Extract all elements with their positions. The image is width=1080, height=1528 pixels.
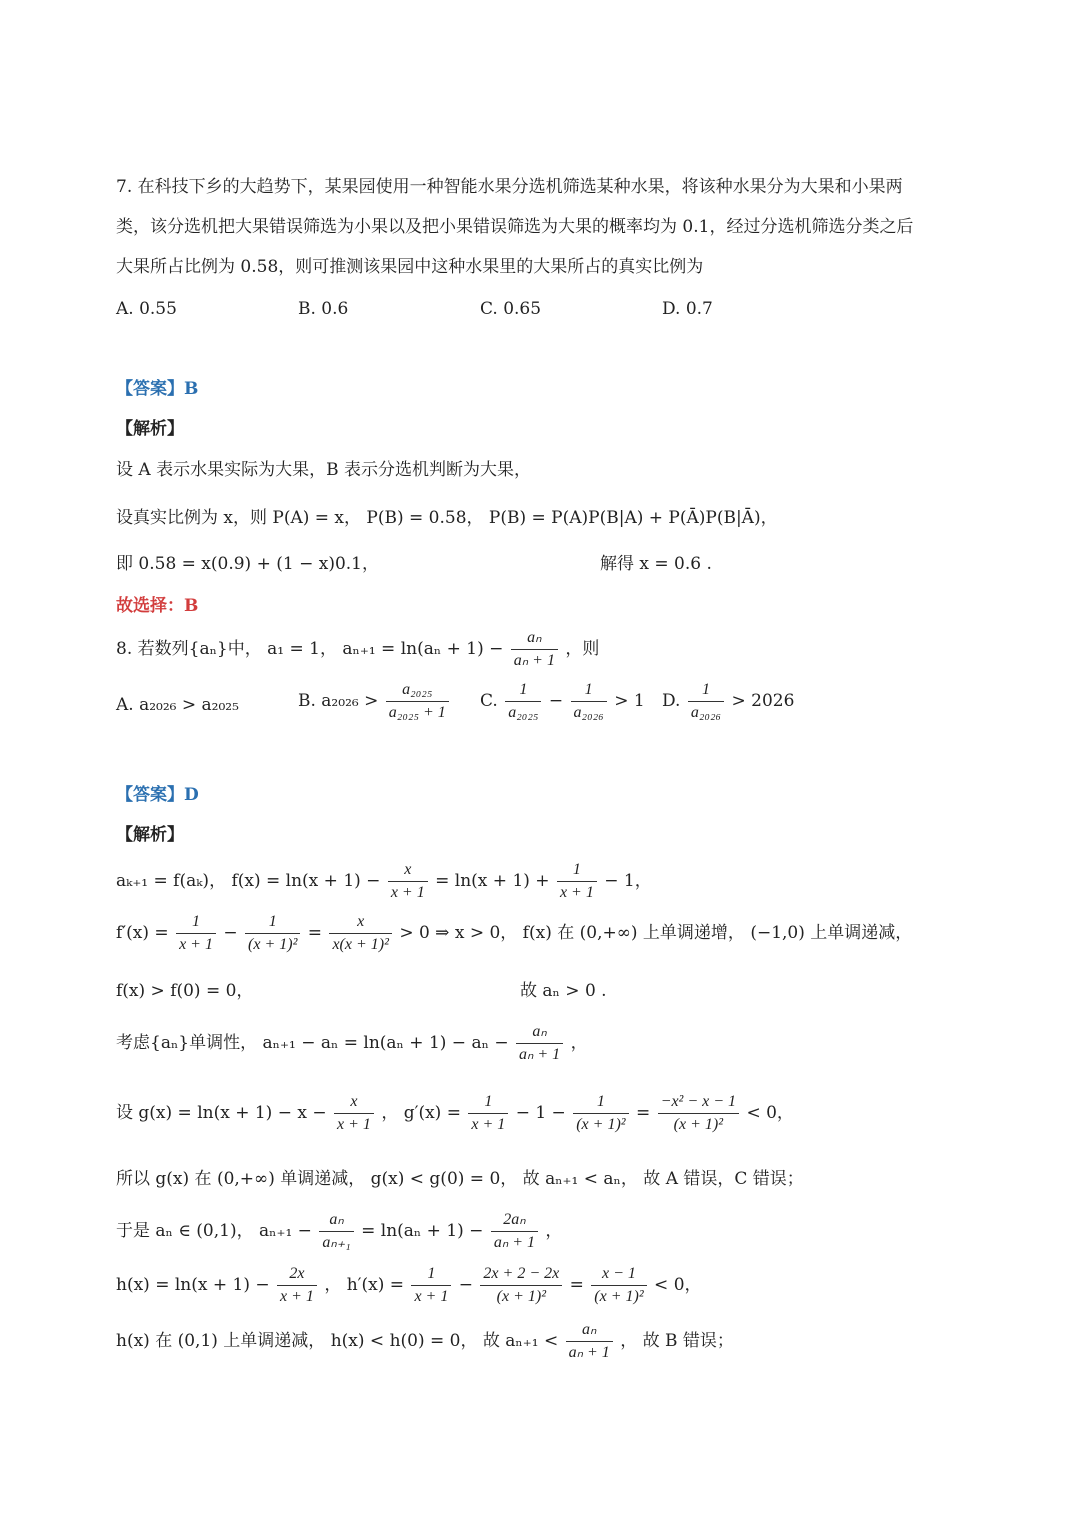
fraction — [566, 1322, 613, 1361]
fraction-numerator: 1 — [411, 1266, 451, 1286]
fraction-denominator: aₙ + 1 — [513, 652, 555, 669]
q8-option-c-minus: − — [548, 691, 564, 711]
fraction — [658, 1094, 739, 1133]
fraction-denominator: x + 1 — [337, 1116, 371, 1133]
expr-text: ， 故 B 错误； — [620, 1331, 734, 1351]
expr-text: ， g′(x) = — [381, 1103, 461, 1123]
fraction-numerator: 1 — [468, 1094, 508, 1114]
fraction-denominator: x + 1 — [390, 884, 425, 901]
fraction — [329, 914, 391, 953]
fraction-numerator: a₂₀₂₅ — [386, 682, 449, 702]
fraction-denominator: a₂₀₂₆ — [573, 704, 604, 721]
fraction-denominator: aₙ + 1 — [519, 1046, 561, 1063]
expr-text: ， — [570, 1033, 588, 1053]
expr-text: aₖ₊₁ = f(aₖ)， f(x) = ln(x + 1) − — [116, 871, 381, 891]
fraction — [480, 1266, 562, 1305]
q8-stem-part-b: ，则 — [565, 639, 600, 659]
fraction-denominator: x(x + 1)² — [332, 936, 389, 953]
q8-option-d-suffix: > 2026 — [731, 691, 795, 711]
fraction-numerator: 1 — [245, 914, 300, 934]
q8-analysis-line-1 — [116, 862, 652, 901]
fraction-numerator: aₙ — [516, 1024, 563, 1044]
fraction — [245, 914, 300, 953]
fraction-denominator: a₂₀₂₅ + 1 — [388, 704, 446, 721]
q7-analysis-line-3: 即 0.58 = x(0.9) + (1 − x)0.1， — [116, 554, 380, 574]
fraction-numerator: 1 — [176, 914, 216, 934]
q8-option-c-fraction-1 — [505, 682, 541, 721]
q8-analysis-line-7 — [116, 1212, 562, 1251]
expr-text: ， h′(x) = — [324, 1275, 405, 1295]
q7-line-1: 7. 在科技下乡的大趋势下，某果园使用一种智能水果分选机筛选某种水果，将该种水果分为大果和小果两 — [116, 177, 903, 197]
q8-option-d-prefix: D. — [662, 691, 681, 711]
fraction-denominator: aₙ + 1 — [568, 1344, 610, 1361]
expr-text: h(x) = ln(x + 1) − — [116, 1275, 270, 1295]
fraction — [468, 1094, 508, 1133]
fraction-numerator: 1 — [573, 1094, 628, 1114]
q8-answer-tag: 【答案】D — [116, 785, 199, 805]
expr-text: − — [458, 1275, 474, 1295]
fraction — [491, 1212, 538, 1251]
expr-text: = ln(aₙ + 1) − — [361, 1221, 484, 1241]
expr-text: − 1， — [604, 871, 652, 891]
q8-option-c-prefix: C. — [480, 691, 498, 711]
fraction-denominator: aₙ + 1 — [493, 1234, 536, 1251]
expr-text: = — [635, 1103, 651, 1123]
q8-option-b-fraction — [386, 682, 449, 721]
expr-text: 设 g(x) = ln(x + 1) − x − — [116, 1103, 327, 1123]
q8-analysis-line-3: f(x) > f(0) = 0， — [116, 981, 254, 1001]
expr-text: = ln(x + 1) + — [435, 871, 550, 891]
q8-option-b — [298, 682, 451, 721]
expr-text: − — [223, 923, 238, 943]
fraction — [516, 1024, 563, 1063]
fraction-numerator: aₙ — [511, 630, 558, 650]
fraction-numerator: aₙ — [319, 1212, 353, 1232]
q8-option-c — [480, 682, 645, 721]
expr-text: = — [307, 923, 323, 943]
fraction-numerator: −x² − x − 1 — [658, 1094, 739, 1114]
fraction-denominator: (x + 1)² — [496, 1288, 546, 1305]
fraction — [573, 1094, 628, 1133]
q8-stem-part-a: 8. 若数列{aₙ}中， a₁ = 1， aₙ₊₁ = ln(aₙ + 1) − — [116, 639, 504, 659]
expr-text: 于是 aₙ ∈ (0,1)， aₙ₊₁ − — [116, 1221, 312, 1241]
q7-line-3: 大果所占比例为 0.58，则可推测该果园中这种水果里的大果所占的真实比例为 — [116, 257, 704, 277]
q8-analysis-line-2 — [116, 914, 912, 953]
q8-analysis-line-4 — [116, 1024, 588, 1063]
fraction-numerator: 1 — [571, 682, 607, 702]
expr-text: h(x) 在 (0,1) 上单调递减， h(x) < h(0) = 0， 故 aₙ₊₁ < — [116, 1331, 559, 1351]
q7-option-a: A. 0.55 — [116, 299, 177, 319]
fraction-numerator: aₙ — [566, 1322, 613, 1342]
fraction-denominator: x + 1 — [471, 1116, 506, 1133]
q7-line-2: 类，该分选机把大果错误筛选为小果以及把小果错误筛选为大果的概率均为 0.1，经过分选机筛选分类之后 — [116, 217, 914, 237]
expr-text: > 0 ⇒ x > 0， f(x) 在 (0,+∞) 上单调递增， (−1,0) 上单调递减， — [399, 923, 913, 943]
q8-option-d — [662, 682, 794, 721]
expr-text: < 0， — [654, 1275, 702, 1295]
fraction-denominator: x + 1 — [179, 936, 213, 953]
fraction-numerator: x − 1 — [591, 1266, 646, 1286]
expr-text: = — [569, 1275, 584, 1295]
fraction-denominator: a₂₀₂₅ — [508, 704, 539, 721]
q7-option-b: B. 0.6 — [298, 299, 349, 319]
fraction-denominator: x + 1 — [414, 1288, 449, 1305]
q7-option-c: C. 0.65 — [480, 299, 542, 319]
fraction-denominator: (x + 1)² — [248, 936, 298, 953]
fraction-denominator: (x + 1)² — [673, 1116, 724, 1133]
expr-text: ， — [545, 1221, 563, 1241]
fraction-denominator: a₂₀₂₆ — [690, 704, 722, 721]
fraction — [334, 1094, 374, 1133]
q7-analysis-line-1: 设 A 表示水果实际为大果，B 表示分选机判断为大果， — [116, 460, 531, 480]
q8-option-d-fraction — [688, 682, 724, 721]
q8-analysis-line-8 — [116, 1266, 702, 1305]
fraction-numerator: 2x — [277, 1266, 317, 1286]
fraction-denominator: aₙ₊₁ — [322, 1234, 351, 1251]
q7-option-d: D. 0.7 — [662, 299, 713, 319]
q8-option-c-suffix: > 1 — [614, 691, 645, 711]
fraction-numerator: 1 — [505, 682, 541, 702]
expr-text: < 0， — [746, 1103, 794, 1123]
q8-analysis-line-6: 所以 g(x) 在 (0,+∞) 单调递减， g(x) < g(0) = 0， 故 aₙ₊₁ < aₙ， 故 A 错误，C 错误； — [116, 1169, 804, 1189]
q7-analysis-result: 解得 x = 0.6 . — [600, 554, 712, 574]
fraction-denominator: x + 1 — [280, 1288, 314, 1305]
q8-option-b-prefix: B. a₂₀₂₆ > — [298, 691, 379, 711]
fraction — [557, 862, 597, 901]
fraction-numerator: 1 — [688, 682, 724, 702]
fraction-numerator: 2x + 2 − 2x — [480, 1266, 562, 1286]
fraction-denominator: (x + 1)² — [594, 1288, 644, 1305]
q7-answer-tag: 【答案】B — [116, 379, 199, 399]
expr-text: f′(x) = — [116, 923, 169, 943]
q7-analysis-tag: 【解析】 — [116, 419, 184, 439]
fraction — [277, 1266, 317, 1305]
q8-analysis-line-9 — [116, 1322, 734, 1361]
q8-option-a: A. a₂₀₂₆ > a₂₀₂₅ — [116, 695, 239, 715]
q8-stem-fraction — [511, 630, 558, 669]
fraction-numerator: x — [388, 862, 428, 882]
fraction — [411, 1266, 451, 1305]
fraction-denominator: (x + 1)² — [576, 1116, 626, 1133]
expr-text: − 1 − — [515, 1103, 566, 1123]
fraction-numerator: x — [334, 1094, 374, 1114]
fraction-numerator: x — [329, 914, 391, 934]
q8-analysis-tag: 【解析】 — [116, 825, 184, 845]
fraction — [388, 862, 428, 901]
q7-analysis-line-2: 设真实比例为 x，则 P(A) = x， P(B) = 0.58， P(B) = P(A)P(B|A) + P(Ā)P(B|Ā)， — [116, 508, 778, 528]
fraction-numerator: 2aₙ — [491, 1212, 538, 1232]
fraction — [319, 1212, 353, 1251]
q8-analysis-line-3-result: 故 aₙ > 0 . — [520, 981, 607, 1001]
expr-text: 考虑{aₙ}单调性， aₙ₊₁ − aₙ = ln(aₙ + 1) − aₙ − — [116, 1033, 509, 1053]
q7-choice: 故选择：B — [116, 596, 199, 616]
q8-stem — [116, 630, 599, 669]
fraction-denominator: x + 1 — [559, 884, 594, 901]
q8-option-c-fraction-2 — [571, 682, 607, 721]
fraction — [591, 1266, 646, 1305]
q8-analysis-line-5 — [116, 1094, 794, 1133]
fraction-numerator: 1 — [557, 862, 597, 882]
fraction — [176, 914, 216, 953]
